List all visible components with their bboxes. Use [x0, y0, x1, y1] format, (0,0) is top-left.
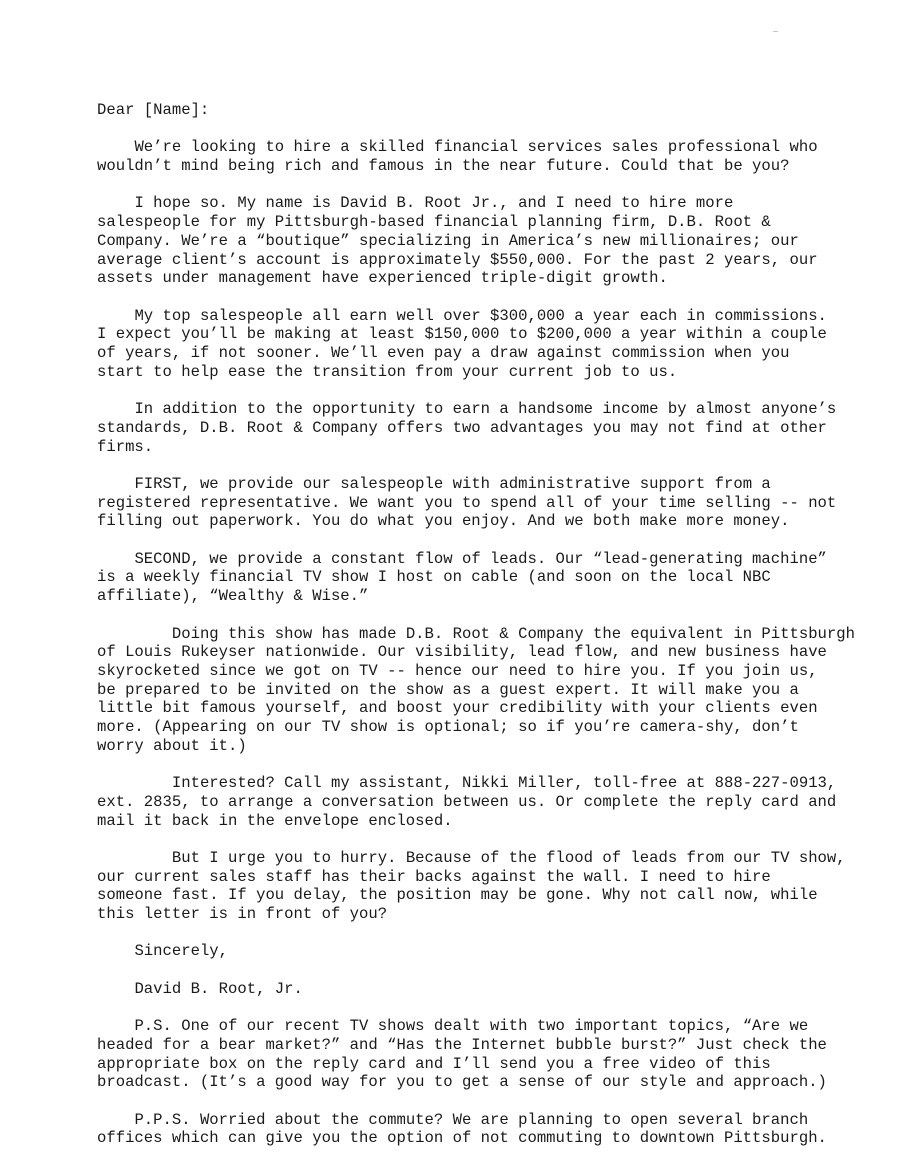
letter-line: little bit famous yourself, and boost your credibility with your clients even: [97, 699, 818, 718]
letter-paragraph: [97, 849, 877, 924]
letter-paragraph: [97, 400, 877, 456]
letter-paragraph: [97, 774, 877, 830]
letter-line: David B. Root, Jr.: [134, 979, 303, 998]
letter-paragraph: [97, 625, 877, 756]
letter-paragraph: [97, 1017, 877, 1092]
letter-line: SECOND, we provide a constant flow of leads. Our “lead-generating machine”: [134, 549, 827, 568]
letter-line: Sincerely,: [134, 942, 229, 961]
letter-line: I hope so. My name is David B. Root Jr., and I need to hire more: [134, 194, 734, 213]
letter-line: someone fast. If you delay, the position may be gone. Why not call now, while: [97, 886, 818, 905]
letter-line: skyrocketed since we got on TV -- hence our need to hire you. If you join us,: [97, 661, 818, 680]
letter-line: more. (Appearing on our TV show is optional; so if you’re camera-shy, don’t: [97, 718, 799, 737]
letter-line: standards, D.B. Root & Company offers two advantages you may not find at other: [97, 418, 827, 437]
letter-line: is a weekly financial TV show I host on cable (and soon on the local NBC: [97, 568, 771, 587]
letter-line: appropriate box on the reply card and I’ll send you a free video of this: [97, 1054, 771, 1073]
letter-line: Interested? Call my assistant, Nikki Miller, toll-free at 888-227-0913,: [171, 774, 837, 793]
letter-line: affiliate), “Wealthy & Wise.”: [97, 587, 369, 606]
letter-line: of years, if not sooner. We’ll even pay a draw against commission when you: [97, 344, 790, 363]
letter-line: In addition to the opportunity to earn a handsome income by almost anyone’s: [134, 400, 837, 419]
letter-line: salespeople for my Pittsburgh-based financial planning firm, D.B. Root &: [97, 213, 771, 232]
letter-line: of Louis Rukeyser nationwide. Our visibility, lead flow, and new business have: [97, 643, 827, 662]
letter-line: firms.: [97, 437, 154, 456]
letter-body: [97, 101, 877, 1167]
scan-mark: [773, 31, 778, 32]
letter-line: offices which can give you the option of not commuting to downtown Pittsburgh.: [97, 1129, 827, 1148]
letter-line: mail it back in the envelope enclosed.: [97, 811, 453, 830]
letter-line: Company. We’re a “boutique” specializing in America’s new millionaires; our: [97, 231, 799, 250]
letter-line: start to help ease the transition from your current job to us.: [97, 362, 678, 381]
letter-line: Doing this show has made D.B. Root & Company the equivalent in Pittsburgh: [171, 624, 855, 643]
letter-paragraphs: [97, 138, 877, 1148]
letter-line: worry about it.): [97, 736, 247, 755]
salutation-paragraph: [97, 101, 877, 120]
letter-line: My top salespeople all earn well over $300,000 a year each in commissions.: [134, 306, 827, 325]
letter-paragraph: [97, 980, 877, 999]
letter-line: average client’s account is approximately $550,000. For the past 2 years, our: [97, 250, 818, 269]
letter-line: ext. 2835, to arrange a conversation between us. Or complete the reply card and: [97, 792, 837, 811]
letter-line: wouldn’t mind being rich and famous in the near future. Could that be you?: [97, 157, 790, 176]
letter-line: FIRST, we provide our salespeople with administrative support from a: [134, 474, 771, 493]
letter-line: I expect you’ll be making at least $150,000 to $200,000 a year within a couple: [97, 325, 827, 344]
letter-line: P.P.S. Worried about the commute? We are planning to open several branch: [134, 1110, 809, 1129]
letter-paragraph: [97, 475, 877, 531]
salutation: Dear [Name]:: [97, 101, 210, 119]
letter-line: But I urge you to hurry. Because of the flood of leads from our TV show,: [171, 848, 846, 867]
letter-paragraph: [97, 550, 877, 606]
letter-line: We’re looking to hire a skilled financial services sales professional who: [134, 138, 818, 157]
letter-paragraph: [97, 942, 877, 961]
letter-paragraph: [97, 138, 877, 175]
letter-line: filling out paperwork. You do what you enjoy. And we both make more money.: [97, 512, 790, 531]
letter-line: be prepared to be invited on the show as a guest expert. It will make you a: [97, 680, 799, 699]
letter-line: P.S. One of our recent TV shows dealt with two important topics, “Are we: [134, 1017, 809, 1036]
letter-paragraph: [97, 307, 877, 382]
letter-line: our current sales staff has their backs against the wall. I need to hire: [97, 867, 771, 886]
letter-paragraph: [97, 194, 877, 288]
letter-line: assets under management have experienced triple-digit growth.: [97, 269, 668, 288]
letter-paragraph: [97, 1111, 877, 1148]
letter-line: registered representative. We want you to spend all of your time selling -- not: [97, 493, 837, 512]
letter-line: headed for a bear market?” and “Has the Internet bubble burst?” Just check the: [97, 1035, 827, 1054]
letter-line: broadcast. (It’s a good way for you to get a sense of our style and approach.): [97, 1073, 827, 1092]
letter-line: this letter is in front of you?: [97, 905, 388, 924]
